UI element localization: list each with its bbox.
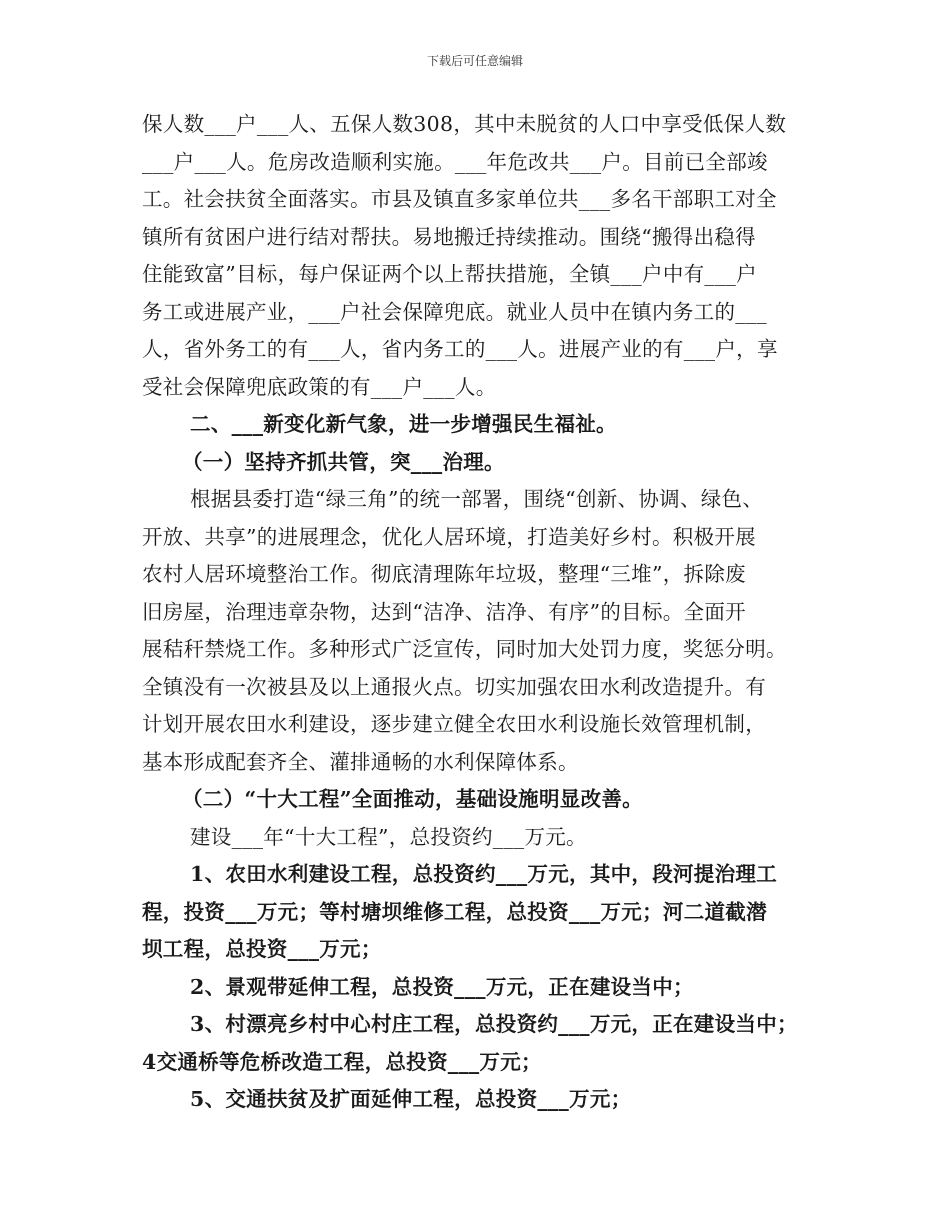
text-line: 受社会保障兜底政策的有___户___人。	[142, 374, 497, 399]
text-line: 5、交通扶贫及扩面延伸工程，总投资___万元；	[190, 1087, 632, 1111]
text-line: 4交通桥等危桥改造工程，总投资___万元；	[142, 1049, 542, 1074]
text-line: 1、农田水利建设工程，总投资约___万元，其中，段河提治理工	[190, 862, 778, 886]
text-line: 计划开展农田水利建设，逐步建立健全农田水利设施长效管理机制，	[142, 712, 766, 736]
text-line: 农村人居环境整治工作。彻底清理陈年垃圾，整理“三堆”，拆除废	[142, 562, 746, 586]
text-line: 基本形成配套齐全、灌排通畅的水利保障体系。	[142, 749, 579, 774]
text-line: 建设___年“十大工程”，总投资约___万元。	[190, 824, 587, 849]
text-line: （一）坚持齐抓共管，突___治理。	[182, 449, 505, 474]
text-line: 务工或进展产业，___户社会保障兜底。就业人员中在镇内务工的___	[142, 299, 767, 324]
text-line: 3、村漂亮乡村中心村庄工程，总投资约___万元，正在建设当中；	[190, 1012, 798, 1036]
document-body	[142, 106, 832, 1119]
text-line: 展秸秆禁烧工作。多种形式广泛宣传，同时加大处罚力度，奖惩分明。	[142, 637, 787, 661]
text-line: 坝工程，总投资___万元；	[142, 937, 382, 961]
text-line: 二、___新变化新气象，进一步增强民生福祉。	[190, 412, 617, 436]
text-line: 全镇没有一次被县及以上通报火点。切实加强农田水利改造提升。有	[142, 674, 766, 699]
text-line: 旧房屋，治理违章杂物，达到“洁净、洁净、有序”的目标。全面开	[142, 599, 746, 624]
text-line: （二）“十大工程”全面推动，基础设施明显改善。	[182, 787, 643, 811]
text-line: 开放、共享”的进展理念，优化人居环境，打造美好乡村。积极开展	[142, 524, 756, 549]
page-header: 下载后可任意编辑	[426, 54, 523, 68]
text-line: 住能致富”目标，每户保证两个以上帮扶措施，全镇___户中有___户	[142, 262, 757, 286]
text-line: 镇所有贫困户进行结对帮扶。易地搬迁持续推动。围绕“搬得出稳得	[142, 224, 756, 249]
text-line: 人，省外务工的有___人，省内务工的___人。进展产业的有___户，享	[142, 337, 778, 361]
text-line: 工。社会扶贫全面落实。市县及镇直多家单位共___多名干部职工对全	[142, 187, 777, 211]
text-line: 程，投资___万元；等村塘坝维修工程，总投资___万元；河二道截潜	[142, 899, 767, 924]
text-line: 根据县委打造“绿三角”的统一部署，围绕“创新、协调、绿色、	[190, 487, 764, 511]
text-line: ___户___人。危房改造顺利实施。___年危改共___户。目前已全部竣	[142, 149, 768, 174]
text-line: 2、景观带延伸工程，总投资___万元，正在建设当中；	[190, 974, 694, 999]
text-line: 保人数___户___人、五保人数308，其中未脱贫的人口中享受低保人数	[142, 112, 787, 136]
